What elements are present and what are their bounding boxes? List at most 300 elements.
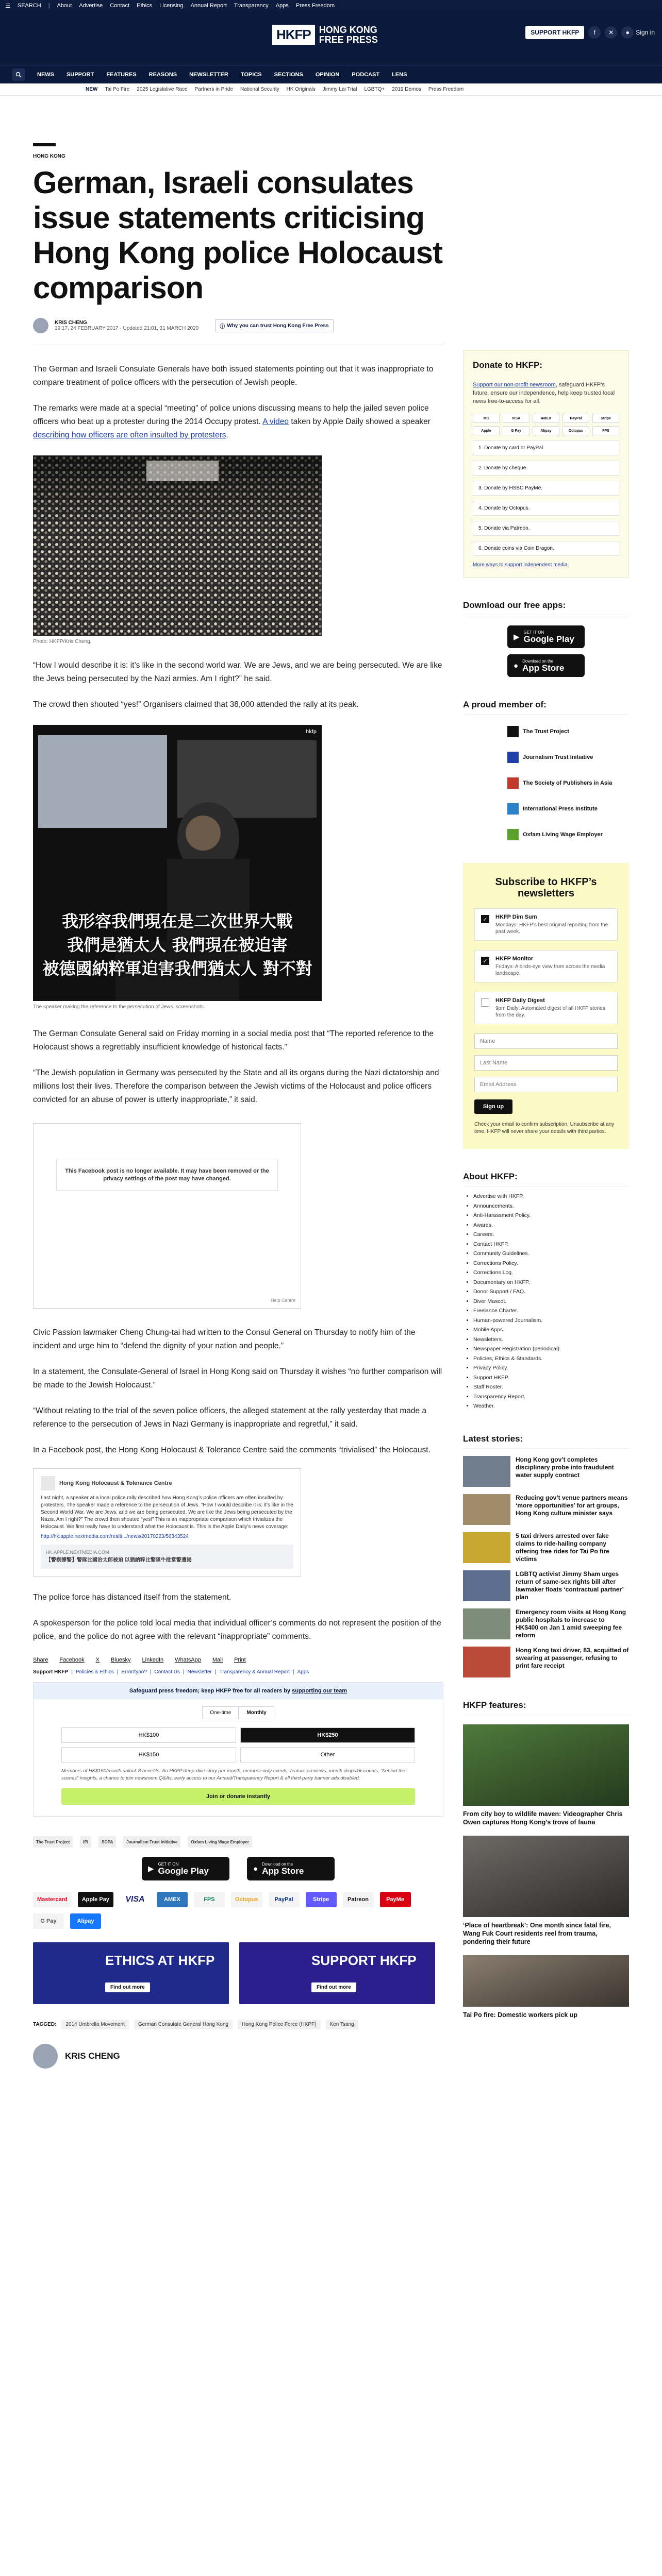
- amount-options: [34, 1719, 443, 1762]
- share-print[interactable]: Print: [234, 1657, 246, 1663]
- badge-big-text: Google Play: [523, 634, 574, 644]
- oxfam-logo[interactable]: Oxfam Living Wage Employer: [188, 1836, 252, 1848]
- nav-item-opinion[interactable]: OPINION: [315, 71, 340, 78]
- text: The remarks were made at a special “meeting” of police unions discussing means to help the jailed seven police officers who beat up a protester during the 2014 Occupy protest.: [33, 404, 429, 426]
- about-list: [463, 1192, 629, 1411]
- member-logo[interactable]: [507, 777, 629, 789]
- promo-title: ETHICS AT HKFP: [105, 1953, 215, 1968]
- trending-bar: [0, 83, 662, 96]
- feature-image: [463, 1955, 629, 2007]
- paragraph: “The Jewish population in Germany was persecuted by the State and all its organs during the Nazi dictatorship and millions lost their lives. Therefore the comparison between the Jewish victims of the Holocaust and police officers convicted for an abuse of power is utterly inappropriate,” it said.: [33, 1069, 439, 1104]
- donate-option[interactable]: 4. Donate by Octopus.: [473, 501, 619, 516]
- divider: |: [150, 1669, 152, 1675]
- about-link[interactable]: • Staff Roster.: [473, 1382, 629, 1392]
- page-body: [0, 96, 662, 2576]
- amount-option[interactable]: HK$100: [61, 1727, 236, 1743]
- user-icon: ●: [621, 26, 634, 39]
- promo-banners: [33, 1942, 443, 2004]
- typo-link[interactable]: Error/typo?: [121, 1669, 147, 1675]
- oxfam-icon: [507, 829, 519, 840]
- support-link[interactable]: Support HKFP: [33, 1669, 69, 1675]
- payment-logo: PayPal: [562, 414, 589, 423]
- policy-link[interactable]: Policies & Ethics: [75, 1669, 114, 1675]
- payment-logo: Stripe: [592, 414, 619, 423]
- article-link[interactable]: describing how officers are often insulted by protesters: [33, 431, 226, 439]
- member-name: The Trust Project: [523, 728, 569, 735]
- nav-item-sections[interactable]: SECTIONS: [274, 71, 303, 78]
- about-link[interactable]: • Support HKFP.: [473, 1373, 629, 1383]
- text: .: [226, 431, 228, 439]
- sopa-logo[interactable]: SOPA: [98, 1836, 116, 1848]
- speaker-photo: [33, 725, 322, 1001]
- badge-big-text: Google Play: [158, 1866, 209, 1876]
- author-avatar[interactable]: [33, 2044, 58, 2069]
- tag-chip[interactable]: German Consulate General Hong Kong: [134, 2020, 233, 2029]
- sopa-icon: [507, 777, 519, 789]
- nav-item-features[interactable]: FEATURES: [106, 71, 137, 78]
- sidebar-heading: Download our free apps:: [463, 600, 629, 615]
- feature-title: ‘Place of heartbreak’: One month since fatal fire, Wang Fuk Court residents reel from trauma, pondering their future: [463, 1921, 611, 1945]
- paragraph: Civic Passion lawmaker Cheng Chung-tai had written to the Consul General on Thursday to notify him of the incident and urge him to “defend the dignity of your nation and people.”: [33, 1328, 416, 1350]
- about-link[interactable]: • Anti-Harassment Policy.: [473, 1211, 629, 1221]
- photo-caption: Photo: HKFP/Kris Cheng.: [33, 639, 92, 645]
- utility-link[interactable]: Licensing: [159, 3, 184, 9]
- badge-small-text: GET IT ON: [158, 1861, 179, 1867]
- paragraph: [33, 402, 443, 442]
- google-play-button[interactable]: [142, 1857, 229, 1880]
- sidebar-heading: Donate to HKFP:: [473, 360, 543, 370]
- newsletter-signup: [463, 863, 629, 1149]
- sign-in-link[interactable]: [621, 26, 655, 39]
- x-icon[interactable]: ✕: [605, 26, 617, 39]
- payme-logo: PayMe: [380, 1892, 411, 1907]
- preview-title: 【警察撐警】警隊比國治太郎被迫 以猶納粹比警隊牛批當警遭揭: [46, 1557, 192, 1563]
- site-logo[interactable]: [272, 25, 378, 45]
- about-link[interactable]: • Privacy Policy.: [473, 1363, 629, 1373]
- paragraph: The German and Israeli Consulate Generals have both issued statements pointing out that it was inappropriate to compare treatment of police officers with the persecution of Jewish people.: [33, 365, 434, 387]
- about-link[interactable]: • Careers.: [473, 1230, 629, 1240]
- about-link[interactable]: • Corrections Policy.: [473, 1259, 629, 1268]
- paypal-logo: PayPal: [269, 1892, 300, 1907]
- stripe-logo: Stripe: [306, 1892, 337, 1907]
- donate-widget: [33, 1682, 443, 1817]
- support-hkfp-button[interactable]: SUPPORT HKFP: [525, 26, 584, 39]
- story-thumbnail: [463, 1608, 510, 1639]
- share-bluesky[interactable]: Bluesky: [111, 1657, 131, 1663]
- amount-option[interactable]: HK$150: [61, 1747, 236, 1762]
- utility-link[interactable]: Ethics: [137, 3, 153, 9]
- partner-logos: [33, 1836, 443, 1848]
- tag-list: [33, 2020, 443, 2029]
- trending-link[interactable]: Partners in Pride: [194, 87, 234, 92]
- story-thumbnail: [463, 1532, 510, 1563]
- donate-banner-text: Safeguard press freedom; keep HKFP free for all readers by: [129, 1688, 292, 1694]
- post-header: [41, 1476, 293, 1490]
- newsletter-desc: Mondays: HKFP’s best original reporting from the past week.: [495, 922, 608, 935]
- sidebar-heading: A proud member of:: [463, 700, 629, 715]
- ipi-logo[interactable]: IPI: [80, 1836, 91, 1848]
- member-logos: [463, 726, 629, 840]
- about-link[interactable]: • Donor Support / FAQ.: [473, 1287, 629, 1297]
- about-link[interactable]: • Community Guidelines.: [473, 1249, 629, 1259]
- author-avatar[interactable]: [33, 318, 48, 333]
- checkbox[interactable]: [481, 998, 489, 1007]
- story-thumbnail: [463, 1570, 510, 1601]
- about-link[interactable]: • Mobile Apps.: [473, 1325, 629, 1335]
- payment-logo-grid: [473, 414, 619, 435]
- facebook-icon[interactable]: f: [588, 26, 601, 39]
- sidebar: [463, 96, 629, 2019]
- share-facebook[interactable]: Facebook: [59, 1657, 85, 1663]
- author-name[interactable]: KRIS CHENG: [65, 2051, 120, 2061]
- subscribe-heading: Subscribe to HKFP’s newsletters: [495, 876, 597, 899]
- utility-link[interactable]: About: [57, 3, 72, 9]
- tab-monthly[interactable]: Monthly: [239, 1706, 274, 1719]
- tag-chip[interactable]: Hong Kong Police Force (HKPF): [238, 2020, 321, 2029]
- paragraph: “Without relating to the trial of the seven police officers, the alleged statement at the rally yesterday that made a reference to the persecution of Jews in Nazi Germany is inappropriate and regretful,” it said.: [33, 1406, 427, 1429]
- apple-icon: ●: [253, 1864, 258, 1873]
- patreon-logo: Patreon: [343, 1892, 374, 1907]
- section-label[interactable]: HONG KONG: [33, 154, 65, 159]
- jti-logo[interactable]: Journalism Trust Initiative: [123, 1836, 180, 1848]
- donate-banner: [34, 1683, 443, 1699]
- member-logo[interactable]: [507, 752, 629, 763]
- email-field[interactable]: Email Address: [474, 1077, 618, 1092]
- paragraph: A spokesperson for the police told local media that individual officer’s comments do not represent the position of the police, and the police do not agree with the relevant “inappropriate” comments.: [33, 1619, 441, 1641]
- page-title: German, Israeli consulates issue statements criticising Hong Kong police Holocaust comparison: [33, 165, 442, 305]
- trending-link[interactable]: Tai Po Fire: [105, 87, 130, 92]
- share-mail[interactable]: Mail: [212, 1657, 223, 1663]
- tag-chip[interactable]: Ken Tsang: [326, 2020, 358, 2029]
- donate-option[interactable]: 6. Donate coins via Coin Dragon.: [473, 541, 619, 556]
- newsletter-name: HKFP Dim Sum: [495, 914, 537, 920]
- masthead: [0, 11, 662, 65]
- app-store-button[interactable]: [247, 1857, 335, 1880]
- about-link[interactable]: • Advertise with HKFP.: [473, 1192, 629, 1201]
- menu-icon[interactable]: ☰: [5, 3, 10, 9]
- help-centre-link[interactable]: Help Centre: [270, 1298, 295, 1303]
- badge-small-text: Download on the: [522, 658, 554, 664]
- donate-option[interactable]: 3. Donate by HSBC PayMe.: [473, 481, 619, 496]
- donate-option[interactable]: 2. Donate by cheque.: [473, 461, 619, 476]
- feature-story[interactable]: [463, 1955, 629, 2019]
- member-name: The Society of Publishers in Asia: [523, 780, 613, 786]
- logo-mark: HKFP: [272, 25, 315, 45]
- about-link[interactable]: • Freelance Charter.: [473, 1306, 629, 1316]
- text: taken by Apple Daily showed a speaker: [289, 417, 431, 426]
- donate-intro-link[interactable]: Support our non-profit newsroom: [473, 382, 556, 388]
- payment-logo: Alipay: [533, 426, 559, 435]
- member-name: International Press Institute: [523, 806, 598, 812]
- utility-link[interactable]: SEARCH: [17, 3, 41, 9]
- checkbox-checked[interactable]: ✓: [481, 915, 489, 923]
- post-link[interactable]: http://hk.apple.nextmedia.com/realti.../news/20170223/56343524: [41, 1534, 189, 1539]
- newsletter-name: HKFP Daily Digest: [495, 997, 545, 1004]
- payment-logo: FPS: [592, 426, 619, 435]
- story-thumbnail: [463, 1647, 510, 1677]
- member-logo[interactable]: [507, 803, 629, 815]
- donate-intro-text: , safeguard HKFP’s future, ensure our independence, help keep trusted local news free-to-access for all.: [473, 382, 615, 404]
- story-thumbnail: [463, 1494, 510, 1525]
- quote-paragraph: “How I would describe it is: it’s like in the second world war. We are Jews, and we are being persecuted. We are like the Jews being persecuted by the Nazi armies. Am I right?” he said.: [33, 661, 442, 683]
- badge-big-text: App Store: [522, 663, 565, 673]
- alipay-logo: Alipay: [70, 1913, 101, 1929]
- badge-small-text: GET IT ON: [523, 630, 544, 635]
- story-title: Emergency room visits at Hong Kong public hospitals to increase to HK$400 on Jan 1 amid sweeping fee reform: [516, 1608, 626, 1639]
- promo-title: SUPPORT HKFP: [311, 1953, 417, 1968]
- utility-link[interactable]: Contact: [110, 3, 130, 9]
- payment-logo: AMEX: [533, 414, 559, 423]
- about-link[interactable]: • Policies, Ethics & Standards.: [473, 1354, 629, 1364]
- support-links: [33, 1669, 443, 1675]
- app-badges: [463, 625, 629, 677]
- name-field[interactable]: Name: [474, 1033, 618, 1049]
- mastercard-logo: Mastercard: [33, 1892, 72, 1907]
- nav-item-reasons[interactable]: REASONS: [148, 71, 177, 78]
- utility-link[interactable]: Advertise: [79, 3, 103, 9]
- membership-benefits: Members of HK$150/month unlock 8 benefits: An HKFP deep-dive story per month, member-only events, feature previews, merch drops/discounts, “behind the scenes” insights, a chance to join newsroom Q&As, early access to our Annual/Transparency Report & all third-party banner ads disabled.: [61, 1768, 406, 1781]
- video-link[interactable]: A video: [262, 417, 289, 426]
- payment-logo: G Pay: [503, 426, 529, 435]
- sidebar-heading: HKFP features:: [463, 1700, 629, 1715]
- masthead-actions: [525, 26, 655, 39]
- feature-image: [463, 1724, 629, 1806]
- about-link[interactable]: • Documentary on HKFP.: [473, 1278, 629, 1287]
- about-link[interactable]: • Announcements.: [473, 1201, 629, 1211]
- checkbox-checked[interactable]: ✓: [481, 957, 489, 965]
- byline: [33, 318, 443, 333]
- member-logo[interactable]: [507, 829, 629, 840]
- divider: |: [117, 1669, 119, 1675]
- link-preview[interactable]: [41, 1545, 293, 1569]
- nav-item-news[interactable]: NEWS: [37, 71, 54, 78]
- divider: |: [292, 1669, 294, 1675]
- contact-link[interactable]: Contact Us: [154, 1669, 180, 1675]
- support-promo[interactable]: [239, 1942, 435, 2004]
- newsletter-name: HKFP Monitor: [495, 956, 534, 962]
- about-link[interactable]: • Human-powered Journalism.: [473, 1316, 629, 1326]
- trending-link[interactable]: 2025 Legislative Race: [137, 87, 188, 92]
- trending-link[interactable]: 2019 Demos: [392, 87, 421, 92]
- nav-item-podcast[interactable]: PODCAST: [352, 71, 380, 78]
- page-avatar: [41, 1476, 55, 1490]
- trust-link[interactable]: [215, 319, 333, 332]
- main-nav: [0, 65, 662, 83]
- member-name: Oxfam Living Wage Employer: [523, 832, 603, 838]
- newsletter-desc: 9pm Daily: Automated digest of all HKFP stories from the day.: [495, 1006, 605, 1018]
- utility-link[interactable]: Apps: [275, 3, 289, 9]
- promo-cta[interactable]: Find out more: [311, 1982, 356, 1992]
- latest-story[interactable]: [463, 1647, 629, 1677]
- amex-logo: AMEX: [157, 1892, 188, 1907]
- search-icon[interactable]: [12, 69, 25, 81]
- trending-link[interactable]: Jimmy Lai Trial: [322, 87, 357, 92]
- story-thumbnail: [463, 1456, 510, 1487]
- preview-source: HK.APPLE.NEXTMEDIA.COM: [46, 1550, 109, 1555]
- feature-image: [463, 1836, 629, 1917]
- share-x[interactable]: X: [95, 1657, 100, 1663]
- latest-story[interactable]: [463, 1494, 629, 1525]
- nav-item-topics[interactable]: TOPICS: [240, 71, 262, 78]
- donate-intro: [473, 381, 619, 405]
- story-title: Hong Kong gov’t completes disciplinary probe into fraudulent water supply contract: [516, 1455, 614, 1479]
- video-subtitle: 我們是猶太人 我們現在被迫害: [67, 935, 288, 955]
- amount-other[interactable]: Other: [240, 1747, 415, 1762]
- sidebar-heading: Latest stories:: [463, 1434, 629, 1449]
- article-column: [33, 96, 443, 2069]
- payment-logo: Octopus: [562, 426, 589, 435]
- feature-story[interactable]: [463, 1836, 629, 1946]
- about-link[interactable]: • Newsletters.: [473, 1335, 629, 1345]
- payment-logo: MC: [473, 414, 500, 423]
- ethics-promo[interactable]: [33, 1942, 229, 2004]
- share-whatsapp[interactable]: WhatsApp: [175, 1657, 201, 1663]
- member-name: Journalism Trust Initiative: [523, 754, 593, 760]
- promo-cta[interactable]: Find out more: [105, 1982, 150, 1992]
- trust-link-label: Why you can trust Hong Kong Free Press: [227, 323, 329, 329]
- divider: |: [71, 1669, 73, 1675]
- trust-project-icon: [507, 726, 519, 737]
- fps-logo: FPS: [194, 1892, 225, 1907]
- author-box: [33, 2044, 443, 2069]
- frequency-tabs: [34, 1706, 443, 1719]
- member-logo[interactable]: [507, 726, 629, 737]
- utility-link[interactable]: Annual Report: [190, 3, 227, 9]
- share-linkedin[interactable]: LinkedIn: [142, 1657, 164, 1663]
- facebook-post-card[interactable]: [33, 1468, 301, 1577]
- nav-item-lens[interactable]: LENS: [392, 71, 407, 78]
- trending-link[interactable]: LGBTQ+: [364, 87, 385, 92]
- donate-option[interactable]: 1. Donate by card or PayPal.: [473, 440, 619, 455]
- author-name[interactable]: KRIS CHENG: [55, 320, 87, 326]
- newsletter-option[interactable]: [474, 908, 618, 941]
- about-link[interactable]: • Contact HKFP.: [473, 1240, 629, 1249]
- trust-project-logo[interactable]: The Trust Project: [33, 1836, 73, 1848]
- more-ways-link[interactable]: More ways to support independent media.: [473, 562, 569, 568]
- story-title: 5 taxi drivers arrested over fake claims to ride-hailing company offering free rides for Tai Po fire victims: [516, 1532, 609, 1563]
- utility-bar: [0, 0, 662, 11]
- utility-link[interactable]: Transparency: [234, 3, 269, 9]
- section-rule: [33, 143, 56, 146]
- latest-story[interactable]: [463, 1532, 629, 1563]
- payment-logo: Apple: [473, 426, 500, 435]
- post-text: Last night, a speaker at a local police rally described how Hong Kong’s police officers are often insulted by protesters. The speaker made a reference to the persecution of Jews. “How I would describe it is: it’s like in the Second World War. We are Jews, and we are being persecuted. We are like the Jews being persecuted by the Nazis. Am I right?” The crowd then shouted “yes!” This is an inappropriate comparison which trivializes the Holocaust. We first really have to understand what the Holocaust is. This is the Apple Daily’s news coverage:: [41, 1495, 293, 1530]
- nav-item-newsletter[interactable]: NEWSLETTER: [189, 71, 228, 78]
- divider: |: [183, 1669, 185, 1675]
- ipi-icon: [507, 803, 519, 815]
- feature-title: Tai Po fire: Domestic workers pick up: [463, 2011, 578, 2019]
- gpay-logo: G Pay: [33, 1913, 64, 1929]
- newsletter-option[interactable]: [474, 950, 618, 982]
- google-play-button[interactable]: [507, 625, 585, 648]
- crowd-photo: [33, 455, 322, 636]
- new-badge: NEW: [86, 87, 98, 92]
- about-link[interactable]: • Weather.: [473, 1401, 629, 1411]
- feature-story[interactable]: [463, 1724, 629, 1826]
- logo-line: HONG KONG: [319, 24, 377, 35]
- trending-link[interactable]: Press Freedom: [428, 87, 464, 92]
- story-title: Hong Kong taxi driver, 83, acquitted of swearing at passenger, refusing to print fare receipt: [516, 1646, 629, 1669]
- divider: |: [214, 1669, 217, 1675]
- utility-link[interactable]: Press Freedom: [295, 3, 335, 9]
- play-icon: ▶: [148, 1865, 154, 1873]
- divider: |: [48, 3, 50, 9]
- apple-pay-logo: Apple Pay: [78, 1892, 113, 1907]
- apple-icon: ●: [514, 661, 519, 670]
- sidebar-heading: About HKFP:: [463, 1172, 629, 1187]
- donate-option[interactable]: 5. Donate via Patreon.: [473, 521, 619, 536]
- share-bar: [33, 1657, 443, 1663]
- about-link[interactable]: • Corrections Log.: [473, 1268, 629, 1278]
- donate-banner-link[interactable]: supporting our team: [292, 1688, 347, 1694]
- newsletter-link[interactable]: Newsletter: [187, 1669, 212, 1675]
- story-title: LGBTQ activist Jimmy Sham urges return of same-sex rights bill after lawmaker floats ‘contractual partner’ plan: [516, 1570, 624, 1601]
- paragraph: The German Consulate General said on Friday morning in a social media post that “The reported reference to the Holocaust shows a regrettably insufficient knowledge of historical facts.”: [33, 1029, 434, 1052]
- latest-story[interactable]: [463, 1608, 629, 1639]
- article-dates: 19:17, 24 FEBRUARY 2017 · Updated 21:01, 31 MARCH 2020: [55, 326, 199, 331]
- sign-up-button[interactable]: Sign up: [474, 1099, 512, 1114]
- tab-one-time[interactable]: One-time: [202, 1706, 239, 1719]
- tag-chip[interactable]: 2014 Umbrella Movement: [61, 2020, 129, 2029]
- report-link[interactable]: Transparency & Annual Report: [219, 1669, 290, 1675]
- visa-logo: VISA: [120, 1892, 151, 1907]
- paragraph: In a Facebook post, the Hong Kong Holocaust & Tolerance Centre said the comments “trivialised” the Holocaust.: [33, 1446, 431, 1454]
- app-store-button[interactable]: [507, 654, 585, 677]
- jti-icon: [507, 752, 519, 763]
- sign-in-label: Sign in: [636, 29, 655, 36]
- video-subtitle: 我形容我們現在是二次世界大戰: [61, 911, 293, 931]
- payment-logo: VISA: [503, 414, 529, 423]
- newsletter-option[interactable]: [474, 992, 618, 1024]
- payment-methods: [33, 1892, 443, 1929]
- crowd-image: [33, 455, 322, 636]
- last-name-field[interactable]: Last Name: [474, 1055, 618, 1071]
- badge-big-text: App Store: [262, 1866, 304, 1876]
- tagged-label: TAGGED:: [33, 2022, 57, 2027]
- info-icon: ⓘ: [220, 324, 225, 330]
- amount-option-selected[interactable]: HK$250: [240, 1727, 415, 1743]
- about-link[interactable]: • Newspaper Registration (periodical).: [473, 1344, 629, 1354]
- about-link[interactable]: • Transparency Report.: [473, 1392, 629, 1402]
- trending-link[interactable]: HK Originals: [286, 87, 316, 92]
- apps-link[interactable]: Apps: [297, 1669, 309, 1675]
- latest-story[interactable]: [463, 1570, 629, 1601]
- app-store-row: [33, 1857, 443, 1880]
- paragraph: In a statement, the Consulate-General of Israel in Hong Kong said on Thursday it wishes “no further comparison will be made to the Jewish Holocaust.”: [33, 1367, 442, 1389]
- trending-link[interactable]: National Security: [240, 87, 279, 92]
- about-link[interactable]: • Awards.: [473, 1221, 629, 1230]
- octopus-logo: Octopus: [231, 1892, 262, 1907]
- nav-item-support[interactable]: SUPPORT: [67, 71, 94, 78]
- subscribe-note: Check your email to confirm subscription. Unsubscribe at any time. HKFP will never share your details with third parties.: [474, 1122, 615, 1134]
- donate-button[interactable]: Join or donate instantly: [61, 1788, 415, 1805]
- story-title: Reducing gov’t venue partners means ‘more opportunities’ for art groups, Hong Kong culture minister says: [516, 1494, 628, 1517]
- post-page-name[interactable]: Hong Kong Holocaust & Tolerance Centre: [59, 1480, 172, 1486]
- latest-story[interactable]: [463, 1456, 629, 1487]
- embed-unavailable-message: This Facebook post is no longer available. It may have been removed or the privacy settings of the post may have changed.: [56, 1160, 278, 1191]
- logo-line: FREE PRESS: [319, 34, 378, 45]
- paragraph: The crowd then shouted “yes!” Organisers claimed that 38,000 attended the rally at its peak.: [33, 700, 359, 709]
- about-link[interactable]: • Diver Mascot.: [473, 1297, 629, 1307]
- facebook-embed: [33, 1123, 301, 1309]
- newsletter-desc: Fridays: A birds-eye view from across the media landscape.: [495, 964, 605, 976]
- watermark: hkfp: [305, 729, 317, 735]
- share-link[interactable]: Share: [33, 1657, 48, 1663]
- badge-small-text: Download on the: [262, 1861, 293, 1867]
- feature-title: From city boy to wildlife maven: Videographer Chris Owen captures Hong Kong’s trove of fauna: [463, 1810, 623, 1826]
- play-icon: ▶: [514, 633, 520, 641]
- logo-wordmark: [319, 25, 378, 45]
